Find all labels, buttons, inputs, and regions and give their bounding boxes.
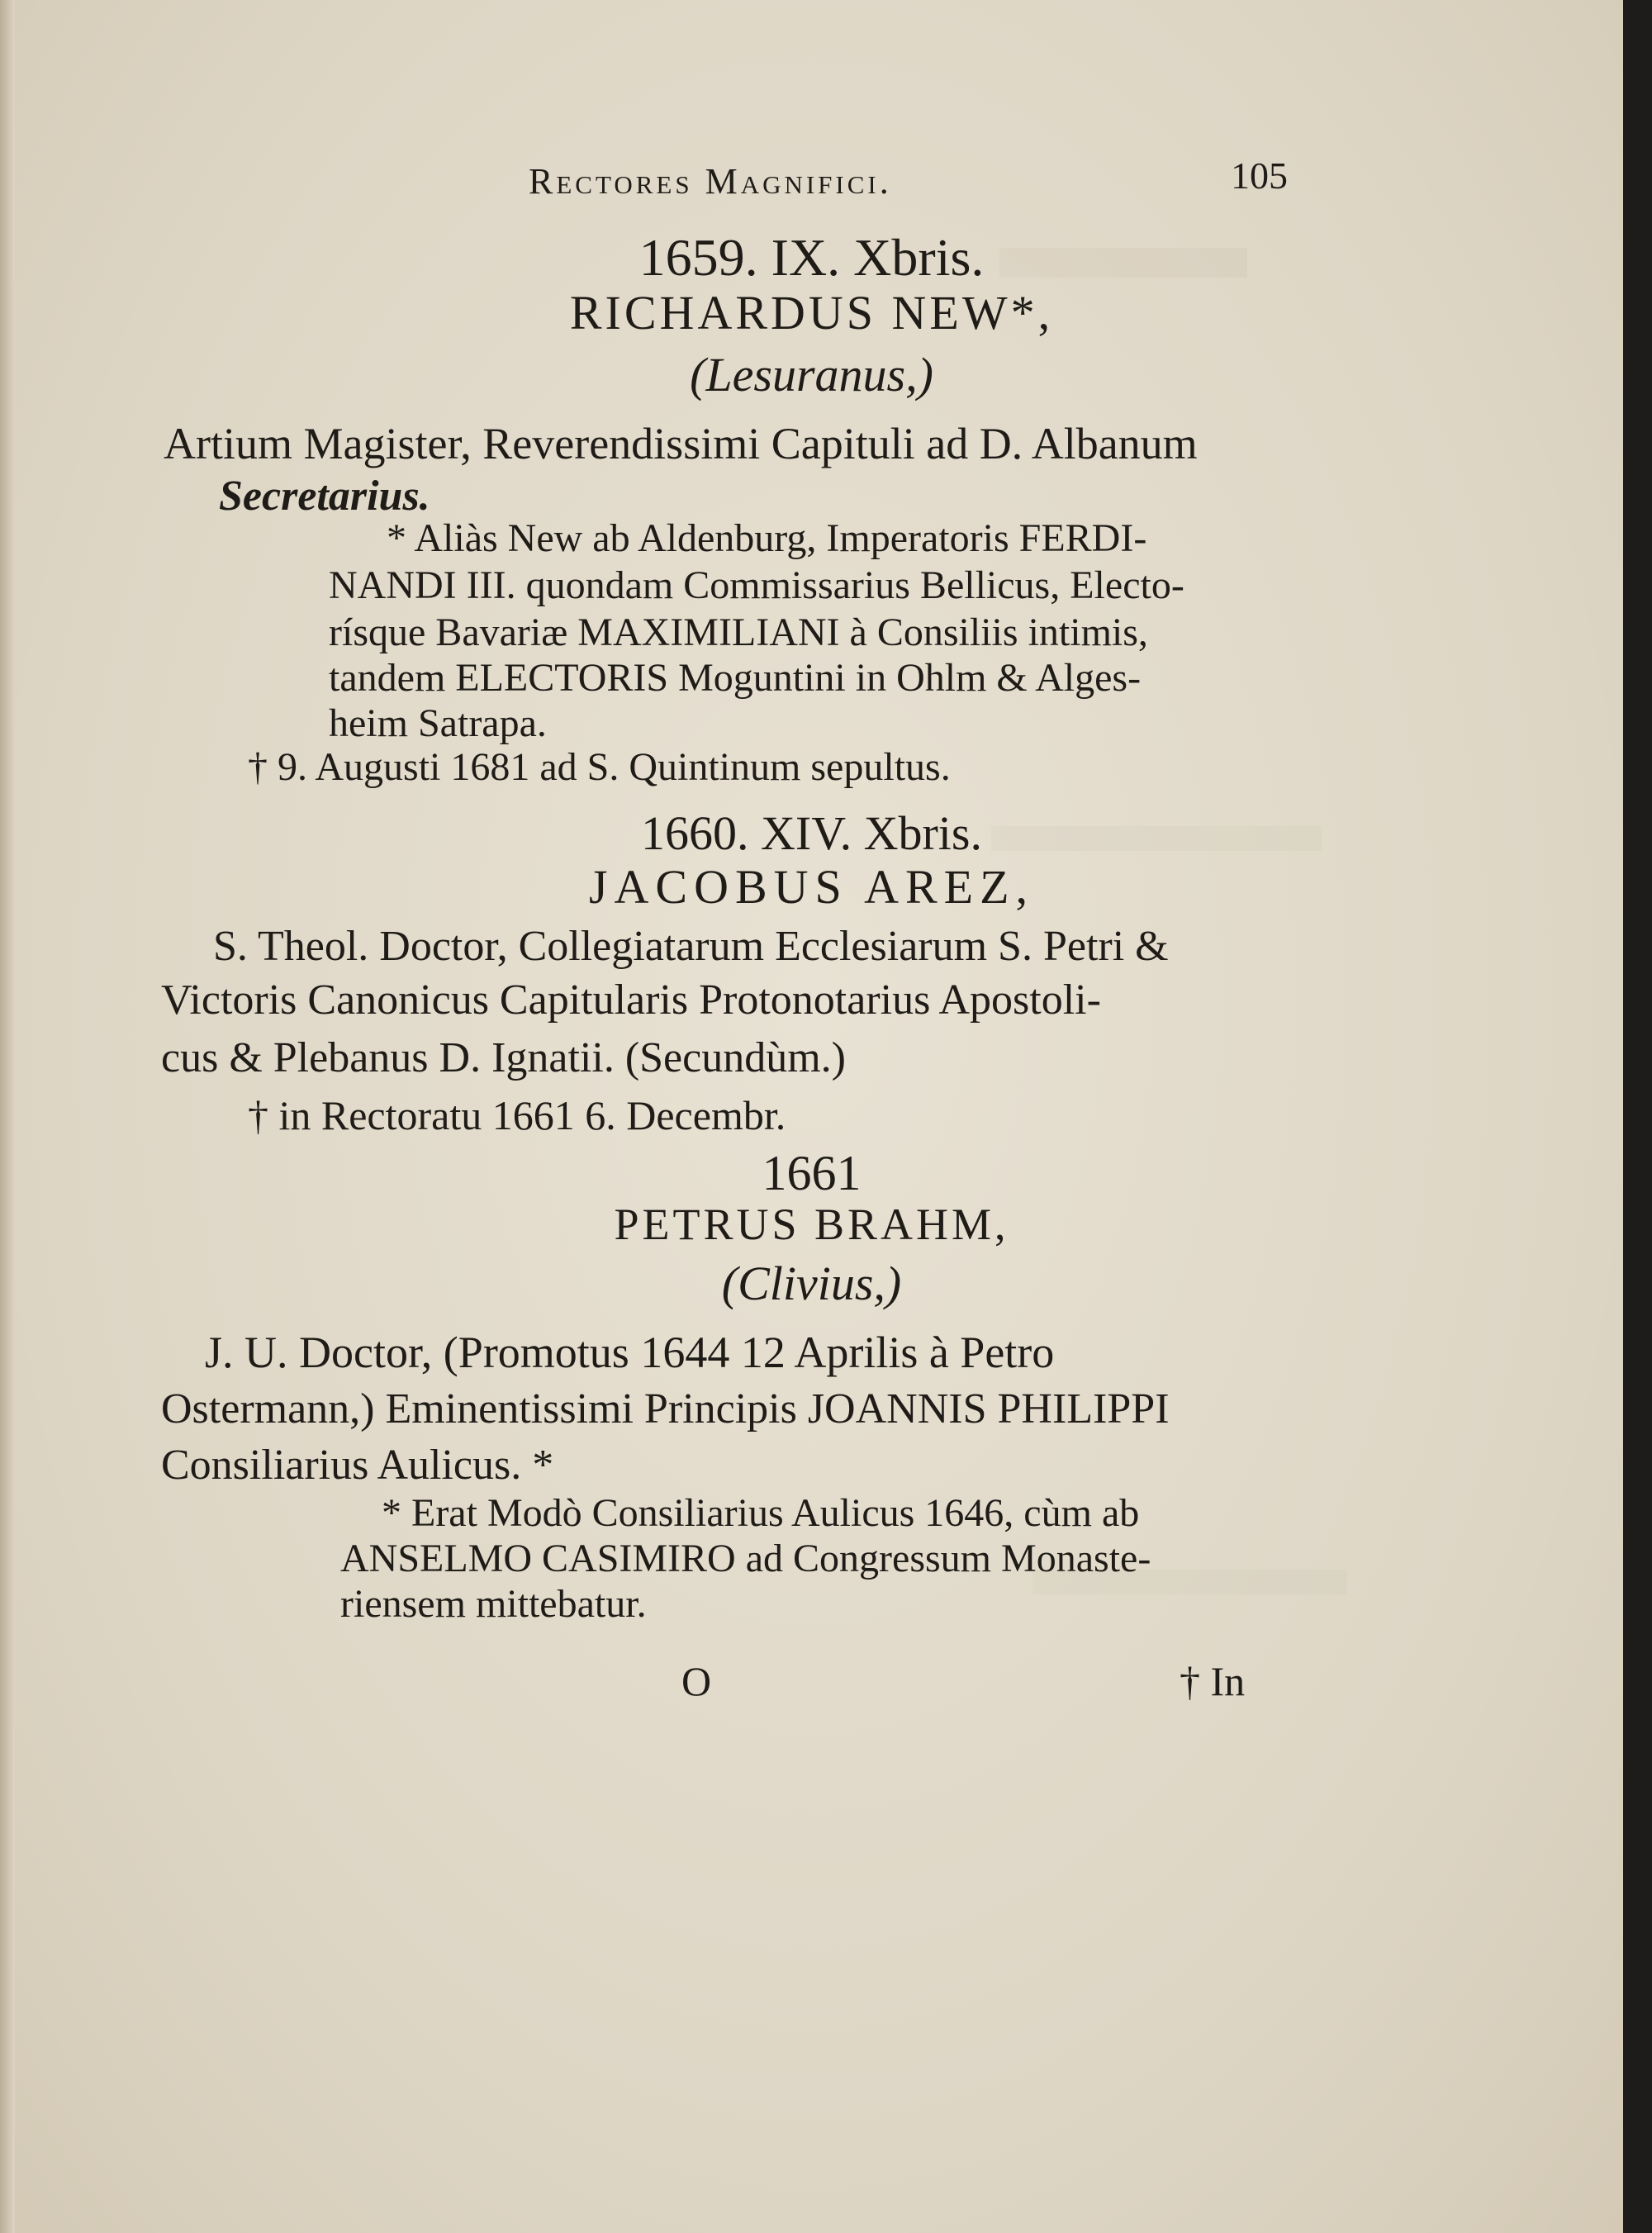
entry-1661-note-line: * Erat Modò Consiliarius Aulicus 1646, cùm ab	[382, 1491, 1140, 1535]
entry-1661-line: Ostermann,) Eminentissimi Principis JOANNIS PHILIPPI	[161, 1385, 1170, 1432]
entry-1659-line-2: Secretarius.	[219, 473, 430, 520]
entry-1659-note-line: * Aliàs New ab Aldenburg, Imperatoris FERDI-	[387, 516, 1147, 560]
page-edge-shadow	[1623, 0, 1652, 2233]
entry-1660-date: 1660. XIV. Xbris.	[641, 806, 982, 860]
entry-1659-name: RICHARDUS NEW*,	[569, 286, 1054, 340]
entry-1661-date: 1661	[762, 1146, 862, 1200]
entry-1660-name: JACOBUS AREZ,	[588, 860, 1035, 914]
entry-1661-note-line: riensem mittebatur.	[340, 1582, 647, 1626]
entry-1659-date: 1659. IX. Xbris.	[638, 228, 985, 287]
entry-1660-line: cus & Plebanus D. Ignatii. (Secundùm.)	[161, 1034, 846, 1081]
entry-1661-line: J. U. Doctor, (Promotus 1644 12 Aprilis à Petro	[205, 1328, 1055, 1377]
entry-1659-death: † 9. Augusti 1681 ad S. Quintinum sepultus.	[248, 745, 951, 789]
entry-1660-line: S. Theol. Doctor, Collegiatarum Ecclesiarum S. Petri &	[213, 923, 1169, 970]
signature-mark: O	[681, 1658, 712, 1704]
catchword: † In	[1180, 1658, 1246, 1704]
entry-1659-note-line: NANDI III. quondam Commissarius Bellicus, Electo-	[329, 563, 1184, 607]
page-number: 105	[1231, 154, 1288, 197]
entry-1659-note-line: tandem ELECTORIS Moguntini in Ohlm & Alges-	[329, 656, 1142, 700]
entry-1660-death: † in Rectoratu 1661 6. Decembr.	[248, 1092, 786, 1138]
entry-1659-note-line: rísque Bavariæ MAXIMILIANI à Consiliis intimis,	[329, 611, 1148, 654]
entry-1660-line: Victoris Canonicus Capitularis Protonotarius Apostoli-	[161, 976, 1101, 1024]
entry-1659-note-line: heim Satrapa.	[329, 701, 547, 745]
entry-1661-name: PETRUS BRAHM,	[614, 1200, 1009, 1249]
entry-1661-origin: (Clivius,)	[721, 1257, 902, 1310]
entry-1661-line: Consiliarius Aulicus. *	[161, 1442, 554, 1489]
running-title: Rectores Magnifici.	[529, 161, 892, 202]
entry-1661-note-line: ANSELMO CASIMIRO ad Congressum Monaste-	[340, 1537, 1151, 1580]
entry-1659-line-1: Artium Magister, Reverendissimi Capituli ad D. Albanum	[164, 419, 1198, 468]
entry-1659-origin: (Lesuranus,)	[690, 348, 933, 401]
